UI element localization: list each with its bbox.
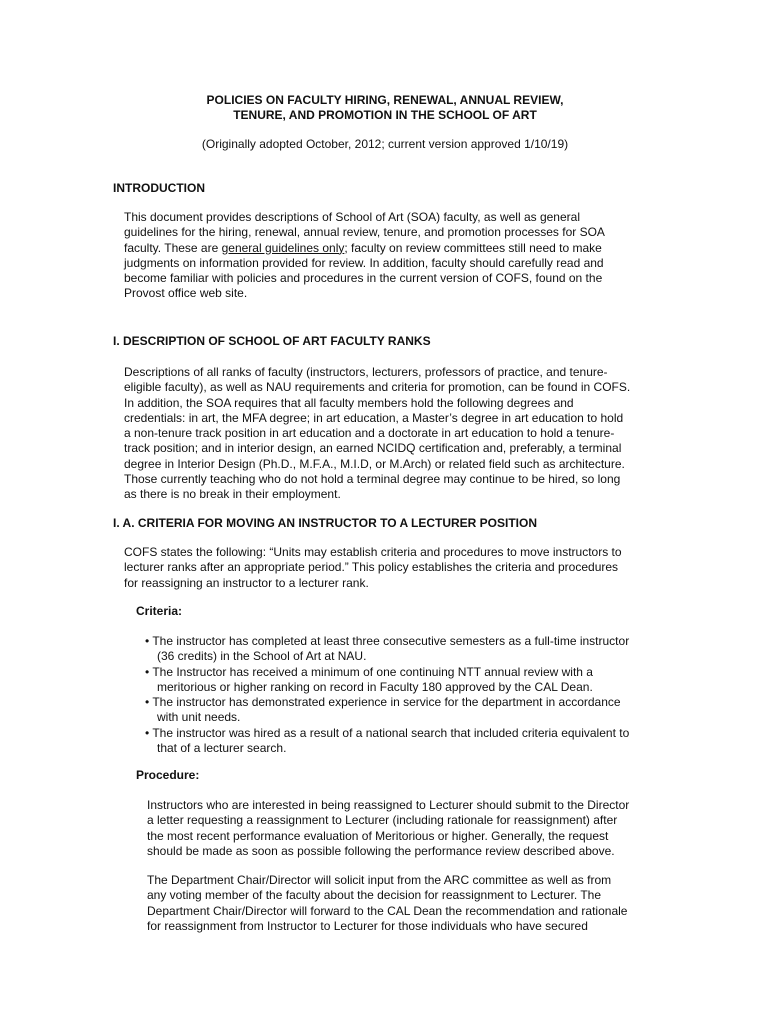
section-1a-line: lecturer ranks after an appropriate period.” This policy establishes the criteria and procedures [124, 560, 619, 575]
section-1a-line: COFS states the following: “Units may establish criteria and procedures to move instructors to [124, 545, 622, 559]
criteria-line: (36 credits) in the School of Art at NAU. [157, 649, 367, 664]
intro-text: ; faculty on review committees still need to make [344, 240, 602, 255]
section-1-line: track position; and in interior design, an earned NCIDQ certification and, preferably, a terminal [124, 441, 622, 456]
procedure-line: for reassignment from Instructor to Lecturer for those individuals who have secured [147, 918, 588, 933]
criteria-item [145, 695, 629, 726]
section-1-line: Those currently teaching who do not hold a terminal degree may continue to be hired, so long [124, 472, 621, 487]
section-1-line: a non-tenure track position in art education and a doctorate in art education to hold a tenure- [124, 426, 615, 441]
criteria-line: • The instructor has completed at least three consecutive semesters as a full-time instructor [145, 634, 630, 648]
section-1-line: In addition, the SOA requires that all faculty members hold the following degrees and [124, 395, 574, 410]
section-1a-paragraph [124, 545, 622, 591]
intro-heading: INTRODUCTION [113, 181, 205, 195]
intro-line: guidelines for the hiring, renewal, annual review, tenure, and promotion processes for SOA [124, 225, 605, 240]
criteria-item [145, 665, 629, 696]
criteria-item [145, 634, 629, 665]
criteria-list [145, 634, 629, 756]
document-title [0, 93, 770, 123]
title-line-1: POLICIES ON FACULTY HIRING, RENEWAL, ANNUAL REVIEW, [206, 93, 564, 107]
procedure-heading: Procedure: [136, 768, 200, 782]
intro-paragraph [124, 210, 605, 302]
section-1a-heading: I. A. CRITERIA FOR MOVING AN INSTRUCTOR TO A LECTURER POSITION [113, 516, 538, 530]
intro-line: become familiar with policies and procedures in the current version of COFS, found on the [124, 271, 603, 286]
procedure-line: the most recent performance evaluation of Meritorious or higher. Generally, the request [147, 828, 609, 843]
criteria-item [145, 726, 629, 757]
criteria-line: • The instructor was hired as a result of a national search that included criteria equivalent to [145, 725, 630, 740]
section-1-line: Descriptions of all ranks of faculty (instructors, lecturers, professors of practice, and tenure- [124, 365, 608, 379]
intro-line: This document provides descriptions of School of Art (SOA) faculty, as well as general [124, 210, 580, 224]
section-1-paragraph [124, 365, 630, 503]
criteria-heading: Criteria: [136, 604, 183, 618]
procedure-line: Department Chair/Director will forward to the CAL Dean the recommendation and rationale [147, 903, 628, 918]
criteria-line: • The Instructor has received a minimum of one continuing NTT annual review with a [145, 664, 593, 679]
intro-text: faculty. These are [124, 240, 222, 255]
section-1-line: credentials: in art, the MFA degree; in art education, a Master’s degree in art education to hold [124, 410, 624, 425]
criteria-line: that of a lecturer search. [157, 741, 287, 756]
intro-line: judgments on information provided for review. In addition, faculty should carefully read and [124, 255, 604, 270]
document-subtitle: (Originally adopted October, 2012; current version approved 1/10/19) [201, 137, 569, 151]
section-1a-line: for reassigning an instructor to a lecturer rank. [124, 575, 369, 590]
procedure-line: any voting member of the faculty about the decision for reassignment to Lecturer. The [147, 888, 602, 903]
section-1-line: eligible faculty), as well as NAU requirements and criteria for promotion, can be found in COFS. [124, 380, 631, 395]
section-1-line: degree in Interior Design (Ph.D., M.F.A., M.I.D, or M.Arch) or related field such as architecture. [124, 456, 625, 471]
section-1-heading: I. DESCRIPTION OF SCHOOL OF ART FACULTY RANKS [113, 334, 431, 348]
underlined-emphasis: general guidelines only [221, 240, 345, 255]
title-line-2: TENURE, AND PROMOTION IN THE SCHOOL OF ART [233, 108, 537, 122]
intro-line: Provost office web site. [124, 286, 248, 301]
criteria-line: meritorious or higher ranking on record in Faculty 180 approved by the CAL Dean. [157, 679, 593, 694]
criteria-line: with unit needs. [157, 710, 241, 725]
intro-line [124, 241, 605, 256]
procedure-paragraph-1 [147, 798, 629, 859]
procedure-line: should be made as soon as possible following the performance review described above. [147, 843, 615, 858]
procedure-line: a letter requesting a reassignment to Lecturer (including rationale for reassignment) after [147, 813, 618, 828]
procedure-paragraph-2 [147, 873, 627, 934]
criteria-line: • The instructor has demonstrated experience in service for the department in accordance [145, 695, 621, 710]
section-1-line: as there is no break in their employment. [124, 487, 341, 502]
procedure-line: The Department Chair/Director will solicit input from the ARC committee as well as from [147, 873, 612, 887]
procedure-line: Instructors who are interested in being reassigned to Lecturer should submit to the Director [147, 798, 630, 812]
